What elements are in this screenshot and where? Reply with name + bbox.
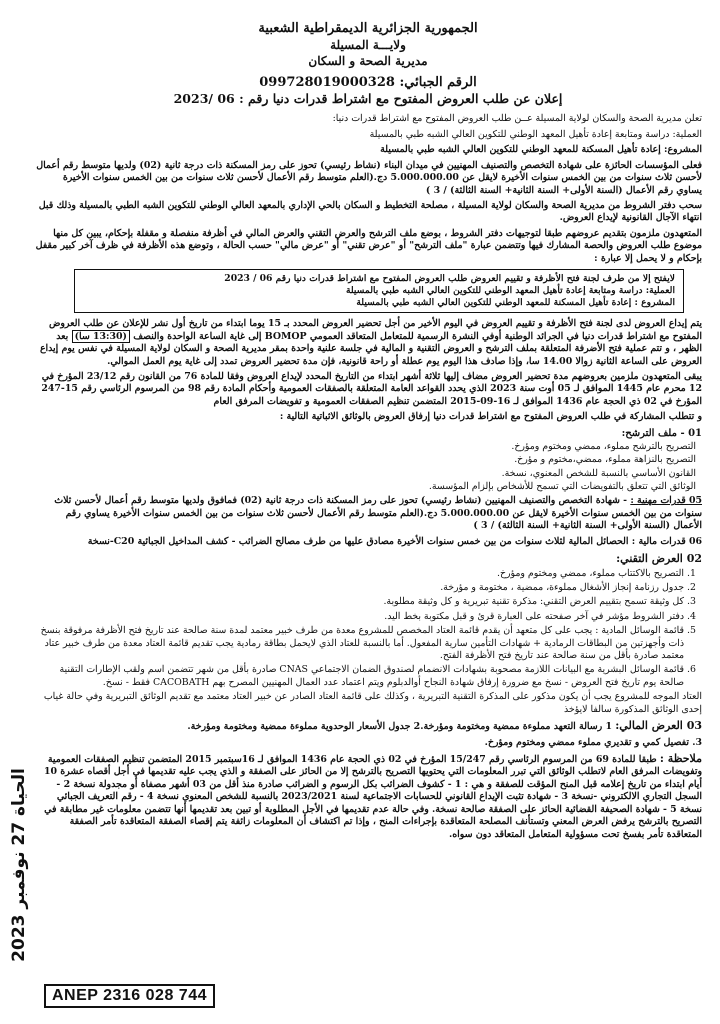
list-item: 4. دفتر الشروط مؤشر في آخر صفحته على العبارة قرئ و قبل مكتوبة بخط اليد. (34, 611, 684, 623)
professional-capacity (34, 495, 702, 532)
professional-capacity-label: 05 قدرات مهنية : (630, 495, 702, 507)
list-item: القانون الأساسي بالنسبة للشخص المعنوي، نسخة. (501, 467, 696, 479)
submission-paragraph (34, 318, 702, 368)
list-item: التصريح بالنزاهة مملوء، ممضي،مختوم و مؤرخ. (514, 454, 696, 466)
list-item: الوثائق التي تتعلق بالتفويضات التي تسمح للأشخاص بإلزام المؤسسة. (428, 481, 696, 493)
list-item: التصريح بالترشح مملوء، ممضي ومختوم ومؤرخ. (511, 440, 696, 452)
list-item: 1. التصريح بالاكتتاب مملوء، ممضي ومختوم ومؤرخ. (34, 568, 684, 580)
anep-reference: ANEP 2316 028 744 (44, 984, 215, 1008)
wilaya-heading: ولايـــة المسيلة (330, 38, 406, 53)
intro-paragraph: تعلن مديرية الصحة والسكان لولاية المسيلة عــن طلب العروض المفتوح مع اشتراط قدرات دنيا: (332, 113, 702, 125)
technical-offer-heading: 02 العرض التقني: (616, 552, 702, 566)
fiscal-id: الرقم الجبائي: 099728019000328 (259, 74, 477, 90)
financial-capacity (34, 536, 702, 548)
financial-offer-item3: 3. تفصيل كمي و تقديري مملوء ممضي ومختوم ومؤرخ. (484, 736, 702, 748)
eligibility-paragraph: فعلى المؤسسات الحائزة على شهادة التخصص والتصنيف المهنيين في ميدان البناء (نشاط رئيسي) تحوز على رمز المسكنة ذات درجة ثانية (02) ولديها متوسط رقم أعمال لأحسن ثلاث سنوات من بين الخمس سنوات الأخيرة لايقل عن 5.000.000.00 دج.(العلم متوسط رقم الأعمال لأحسن ثلاث سنوات من بين الخمس سنوات الأخيرة يساوي رقم الأعمال (السنة الأولى+ السنة الثانية+ السنة الثالثة) / 3 ) (36, 159, 702, 196)
project-line: المشروع: إعادة تأهيل المسكنة للمعهد الوطني للتكوين العالي الشبه طبي بالمسيلة (380, 144, 702, 156)
envelope-line-1: لايفتح إلا من طرف لجنة فتح الأظرفة و تقييم العروض طلب العروض المفتوح مع اشتراط قدرات دنيا رقم 06 / 2023 (224, 272, 675, 284)
submission-text-cont: بعد الظهر ، و تتم عملية فتح الأضرفة المتعلقة بملف الترشح و العروض التقنية و المالية في جلسة علنية واحدة بمقر مديرية الصحة و السكان لولاية المسيلة في نفس يوم إيداع العروض على الساعة الثانية زوالا 14.00 سا، وإذا صادف هذا اليوم يوم عطلة أو راحة قانونية، فإن مدة تحضير العروض تمدد إلى غاية يوم العمل الموالي. (39, 330, 702, 367)
financial-offer-text: 1 رسالة التعهد مملوءة ممضية ومختومة ومؤرخة.2 جدول الأسعار الوحدوية مملوءة ممضية ومختومة ومؤرخة. (187, 721, 612, 733)
note-label: ملاحظة : (659, 751, 702, 765)
financial-capacity-text: الحصائل المالية لثلاث سنوات من بين خمس سنوات الأخيرة مصادق عليها من طرف مصالح الضرائب - كشف المداخيل الجبائية C20-نسخة (87, 535, 629, 547)
announcement-title: إعلان عن طلب العروض المفتوح مع اشتراط قدرات دنيا رقم : 06 /2023 (173, 90, 563, 106)
list-item: 6. قائمة الوسائل البشرية مع البيانات اللازمة مصحوبة بشهادات الانضمام لصندوق الضمان الاجتماعي CNAS صادرة بأقل من شهر تتضمن اسم ولقب الإطارات التقنية صالحة يوم تاريخ فتح العروض - نسخ مع ضرورة إرفاق شهادة النجاح أوالدبلوم ويتم اعتماد عدد العمال المهنيين المصرح بهم CACOBATH فقط - نسخ. (34, 664, 684, 689)
note-paragraph (34, 752, 702, 841)
operation-line: العملية: دراسة ومتابعة إعادة تأهيل المعهد الوطني للتكوين العالي الشبه طبي بالمسيلة (369, 128, 702, 140)
professional-capacity-text: - شهادة التخصص والتصنيف المهنيين (نشاط رئيسي) تحوز على رمز المسكنة ذات درجة ثانية (02) فمافوق ولديها متوسط رقم أعمال لأحسن ثلاث سنوات من بين الخمس سنوات الأخيرة لايقل عن 5.000.000.00 دج.(العلم متوسط رقم الأعمال لأحسن ثلاث سنوات من بين الخمس سنوات الأخيرة يساوي رقم الأعمال (السنة الأولى+ السنة الثانية+ السنة الثالثة) / 3 ) (54, 495, 702, 532)
financial-offer (34, 719, 702, 734)
candidacy-file-heading: 01 - ملف الترشح: (621, 427, 702, 439)
financial-offer-heading: 03 العرض المالي: (615, 719, 702, 733)
envelope-instructions: المتعهدون ملزمون بتقديم عروضهم طبقا لتوجيهات دفتر الشروط ، بوضع ملف الترشح والعرض التقني والعرض المالي في أظرفة منفصلة و مقفلة بإحكام، يبين كل منها موضوع طلب العروض والحصة المشارك فيها وتتضمن عبارة "ملف الترشح" أو "عرض تقني" أو "عرض مالي" حسب الحالة ، وتوضع هذه الأظرفة في ظرف آخر كبير مقفل بإحكام و لا يحمل إلا عبارة : (35, 227, 702, 264)
newspaper-date-stamp (2, 760, 38, 990)
candidacy-file-list (34, 441, 696, 494)
directorate-heading: مديرية الصحة و السكان (308, 53, 428, 68)
documents-intro: و تتطلب المشاركة في طلب العروض المفتوح مع اشتراط قدرات دنيا إرفاق العروض بالوثائق الاثباتية التالية : (279, 411, 702, 423)
list-item: 3. كل وثيقة تسمح بتقييم العرض التقني: مذكرة تقنية تبريرية و كل وثيقة مطلوبة. (34, 596, 684, 608)
validity-paragraph: يبقى المتعهدون ملزمين بعروضهم مدة تحضير العروض مضاف إليها ثلاثة أشهر ابتداء من التاريخ المحدد لإيداع العروض وفقا للمادة 76 من القانون رقم 23/12 المؤرخ في 12 محرم عام 1445 الموافق لـ 05 أوت سنة 2023 الذي يحدد القواعد العامة المتعلقة بالصفقات العمومية وأحكام المادة رقم 98 من المرسوم الرئاسي رقم 15-247 المؤرخ في 02 ذي الحجة عام 1436 الموافق لـ 16-09-2015 المتضمن تنظيم الصفقات العمومية و تفويضات المرفق العام (41, 370, 702, 407)
envelope-line-3: المشروع : إعادة تأهيل المسكنة للمعهد الوطني للتكوين العالي الشبه طبي بالمسيلة (356, 297, 675, 309)
envelope-line-2: العملية: دراسة ومتابعة إعادة تأهيل المعهد الوطني للتكوين العالي الشبه طبي بالمسيلة (345, 285, 675, 297)
list-item: 2. جدول رزنامة إنجاز الأشغال مملوءة، ممضية ، مختومة و مؤرخة. (34, 582, 684, 594)
announcement-page (34, 8, 702, 1008)
list-item: 5. قائمة الوسائل المادية : يجب على كل متعهد أن يقدم قائمة العتاد المخصص للمشروع معدة من طرف خبير معتمد لمدة سنة صالحة عند تاريخ فتح الأظرفة مرفوقة بنسخ ذات وأجهزتين من البطاقات الرمادية + شهادات التأمين سارية المفعول. أما بالنسبة للعتاد الذي لايحمل بطاقة رمادية يجب تقديم قائمة العتاد معدة من طرف خبير عتاد معتمد صادرة بأقل من سنة صالحة عند تاريخ فتح الأظرفة الفتح. (34, 625, 684, 662)
envelope-label-box (74, 269, 684, 313)
note-text: طبقا للمادة 69 من المرسوم الرئاسي رقم 15/247 المؤرخ في 02 ذي الحجة عام 1436 الموافق لـ 16سبتمبر 2015 المتضمن تنظيم الصفقات العمومية وتفويضات المرفق العام لاتطلب الوثائق التي تبرر المعلومات التي يحتويها التصريح بالترشح إلا من الحائز على الصفقة و الذي يجب عليه تقديمها في أجل أقصاه عشرة 10 أيام ابتداء من تاريخ إعلامه قبل المنح المؤقت للصفقة و هي : 1 - كشوف الضرائب بكل الرسوم و الضرائب صادرة منذ أقل من 03 أشهر مصفاة أو مجدولة نسخة 2 - السجل التجاري الالكتروني -نسخة 3 - شهادة تثبت الإيداع القانوني للحسابات الاجتماعية لسنة 2023/2021 بالنسبة للشخص المعنوي نسخة 4 - رقم التعريف الجبائي نسخة 5 - شهادة الصحيفة القضائية الحائز على الصفقة صالحة نسخة. وفي حالة عدم تقديمها في الأجل المطلوبة أو تبين بعد تقديمها أنها تتضمن معلومات غير مطابقة في التصريح بالترشح يرفض العرض المعني وتستأنف المصلحة المتعاقدة بإجراءات المنح ، وإذا تم اكتشاف أن المعلومات زائفة يتم إقصاء الصفقة المتعاقدة تأمر الصفقة المتعاقدة تأمر بفسخ تحت مسؤولية المتعامل المتعاقد دون سواه. (43, 753, 702, 840)
submission-time: (13:30 سا) (72, 330, 130, 343)
republic-heading: الجمهورية الجزائرية الديمقراطية الشعبية (258, 21, 478, 36)
technical-offer-list (34, 568, 702, 690)
newspaper-date-text: الحياة 27 نوفمبر 2023 (9, 768, 29, 962)
financial-capacity-label: 06 قدرات مالية : (631, 535, 702, 547)
equipment-note: العتاد الموجه للمشروع يجب أن يكون مذكور على المذكرة التقنية التبريرية ، وكذلك على قائمة العتاد الصادر عن خبير العتاد معتمد مع تقديم الوثائق التبريرية وفي حالة غياب إحدى الوثائق المذكورة سالفا لايؤخذ (43, 691, 702, 715)
specs-withdrawal-paragraph: سحب دفتر الشروط من مديرية الصحة والسكان لولاية المسيلة ، مصلحة التخطيط و السكان بالحي الإداري بالمعهد العالي الوطني للتكوين الشبه الطبي بالمسيلة وذلك قبل انتهاء الآجال القانونية لإيداع العروض. (38, 199, 702, 224)
submission-text: يتم إيداع العروض لدى لجنة فتح الأظرفة و تقييم العروض في اليوم الأخير من أجل تحضير العروض المحدد بـ 15 يوما ابتداء من تاريخ أول نشر للإعلان عن طلب العروض المفتوح مع اشتراط قدرات دنيا في الجرائد الوطنية أوفي النشرة الرسمية للمتعامل المتعاقد العمومي BOMOP إلى غاية الساعة الواحدة والنصف (49, 318, 702, 342)
